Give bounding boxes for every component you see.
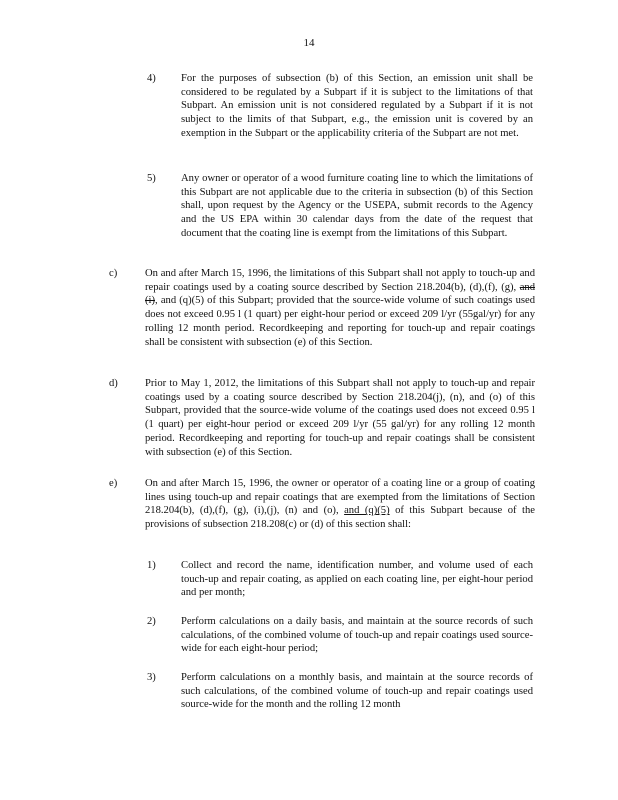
- item-text: Perform calculations on a monthly basis, and maintain at the source records of such calculations, of the combined volume of touch-up and repair coatings used source-wide for the month and the rolling 12 month: [181, 672, 533, 711]
- page-number: 14: [303, 37, 315, 49]
- struck-text: and (i): [145, 281, 535, 307]
- item-text: Prior to May 1, 2012, the limitations of this Subpart shall not apply to touch-up and repair coatings used by a coating source described by Section 218.204(j), (n), and (o) of this Subpart, provided that the source-wide volume of the coatings used does not exceed 0.95 l (1 quart) per eight-hour period or exceed 209 l/yr (55 gal/yr) for any rolling 12 month period. Recordkeeping and reporting for touch-up and repair coatings shall be consistent with subsection (e) of this Section.: [145, 378, 535, 458]
- item-marker: 1): [147, 560, 156, 571]
- item-text: Perform calculations on a daily basis, and maintain at the source records of such calculations, of the combined volume of touch-up and repair coatings used source-wide for each eight-hour period;: [181, 616, 533, 655]
- item-marker: c): [109, 268, 118, 279]
- item-text: For the purposes of subsection (b) of this Section, an emission unit shall be considered to be regulated by a Subpart if it is subject to the limitations of that Subpart. An emission unit is not considered regulated by a Subpart if it is not subject to the limits of that Subpart, e.g., the emission unit is covered by an exemption in the Subpart or the applicability criteria of the Subpart are not met.: [181, 73, 533, 139]
- item-text: Collect and record the name, identification number, and volume used of each touch-up and repair coating, as applied on each coating line, per eight-hour period and per month;: [181, 560, 533, 599]
- item-marker: 4): [147, 73, 156, 84]
- item-marker: 2): [147, 616, 156, 627]
- item-text: On and after March 15, 1996, the limitations of this Subpart shall not apply to touch-up and repair coatings used by a coating source described by Section 218.204(b), (d),(f), (g), and (i), and (q)(5) of this Subpart; provided that the source-wide volume of such coatings used does not exceed 0.95 l (1 quart) per eight-hour period or exceed 209 l/yr (55gal/yr) for any rolling 12 month period. Recordkeeping and reporting for touch-up and repair coatings shall be consistent with subsection (e) of this Section.: [145, 268, 535, 348]
- item-marker: e): [109, 478, 118, 489]
- item-marker: d): [109, 378, 118, 389]
- item-text: On and after March 15, 1996, the owner or operator of a coating line or a group of coating lines using touch-up and repair coatings that are exempted from the limitations of Section 218.204(b), (d),(f), (g), (i),(j), (n) and (o), and (q)(5) of this Subpart because of the provisions of subsection 218.208(c) or (d) of this section shall:: [145, 478, 535, 531]
- item-marker: 5): [147, 173, 156, 184]
- item-marker: 3): [147, 672, 156, 683]
- item-text: Any owner or operator of a wood furniture coating line to which the limitations of this Subpart are not applicable due to the criteria in subsection (b) of this Section shall, upon request by the Agency or the USEPA, submit records to the Agency and the US EPA within 30 calendar days from the date of the request that document that the coating line is exempt from the limitations of this Subpart.: [181, 173, 533, 239]
- underlined-text: and (q)(5): [344, 505, 390, 517]
